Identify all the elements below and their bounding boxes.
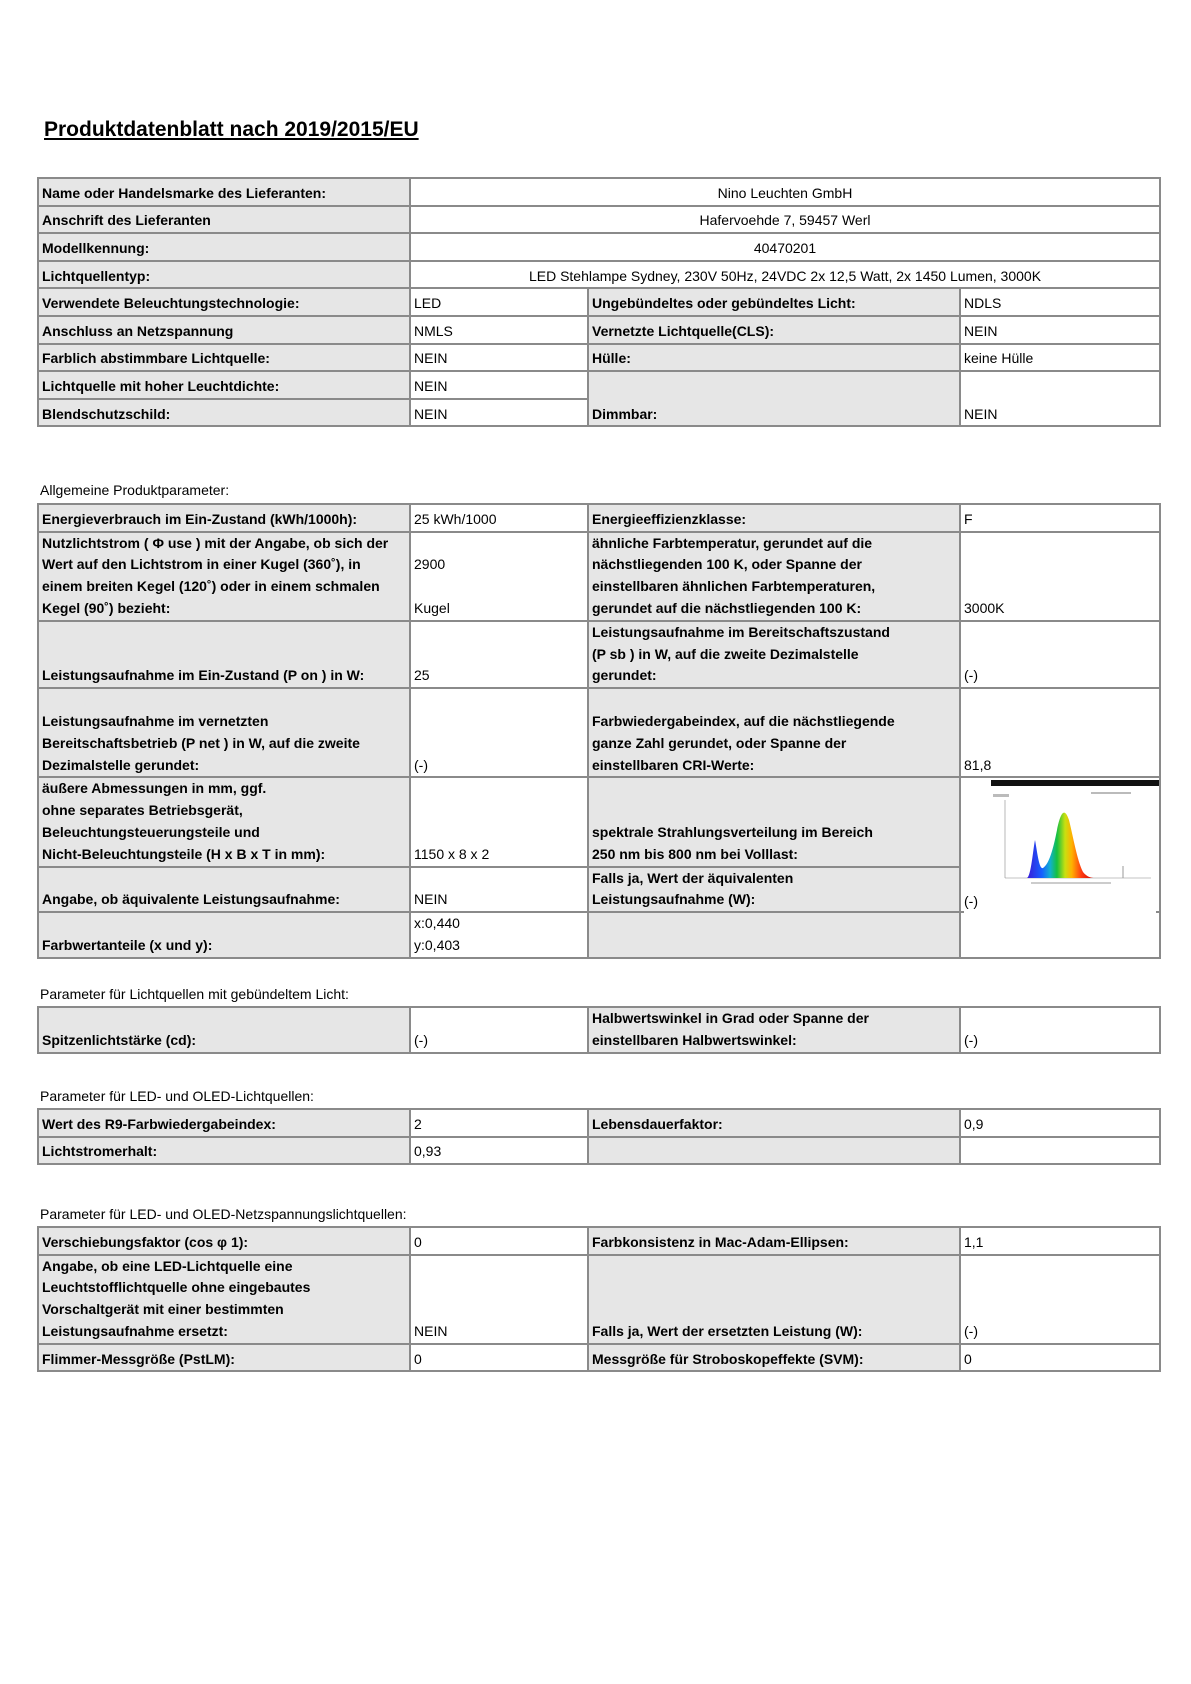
envelope-value: keine Hülle [960, 344, 1160, 372]
replacement-label [38, 1255, 410, 1344]
general-table [37, 503, 1161, 959]
beam-angle-label-line: einstellbaren Halbwertswinkel: [592, 1031, 797, 1048]
cct-value: 3000K [960, 532, 1160, 621]
high-luminance-label: Lichtquelle mit hoher Leuchtdichte: [38, 371, 410, 399]
dimensions-label-line: äußere Abmessungen in mm, ggf. [42, 780, 267, 797]
mains-value: NMLS [410, 316, 588, 344]
model-value: 40470201 [410, 233, 1160, 261]
replaced-power-label: Falls ja, Wert der ersetzten Leistung (W): [588, 1255, 960, 1344]
dimensions-label-line: Nicht-Beleuchtungsteile (H x B x T in mm): [42, 845, 326, 862]
empty-cell [588, 1137, 960, 1165]
standby-power-value: (-) [960, 621, 1160, 688]
lifetime-factor-label: Lebensdauerfaktor: [588, 1109, 960, 1137]
networked-standby-value: (-) [410, 688, 588, 777]
spectrum-label-line: spektrale Strahlungsverteilung im Bereich [592, 823, 873, 840]
energy-consumption-label: Energieverbrauch im Ein-Zustand (kWh/1000h): [38, 504, 410, 532]
directional-heading: Parameter für Lichtquellen mit gebündeltem Licht: [40, 986, 349, 1002]
standby-power-label-line: (P sb ) in W, auf die zweite Dezimalstelle [592, 645, 859, 662]
peak-intensity-label-line: Spitzenlichtstärke (cd): [42, 1031, 197, 1048]
macadam-label: Farbkonsistenz in Mac-Adam-Ellipsen: [588, 1227, 960, 1255]
model-label: Modellkennung: [38, 233, 410, 261]
chromaticity-y: y:0,403 [414, 936, 460, 953]
cct-label-line: ähnliche Farbtemperatur, gerundet auf die [592, 534, 873, 551]
luminous-flux-label [38, 532, 410, 621]
directional-table [37, 1006, 1161, 1054]
r9-value: 2 [410, 1109, 588, 1137]
luminous-flux-label-line: Nutzlichtstrom ( Φ use ) mit der Angabe, ob sich der [42, 534, 389, 551]
general-heading: Allgemeine Produktparameter: [40, 482, 230, 498]
tunable-label: Farblich abstimmbare Lichtquelle: [38, 344, 410, 372]
on-mode-power-label [38, 621, 410, 688]
luminous-flux-label-line: einem breiten Kegel (120˚) oder in einem schmalen [42, 578, 380, 595]
supplier-address-label: Anschrift des Lieferanten [38, 206, 410, 234]
chromaticity-x: x:0,440 [414, 915, 460, 932]
dimensions-value: 1150 x 8 x 2 [410, 777, 588, 866]
cct-label-line: gerundet auf die nächstliegenden 100 K: [592, 599, 862, 616]
cct-label-line: nächstliegenden 100 K, oder Spanne der [592, 556, 862, 573]
replaced-power-value: (-) [960, 1255, 1160, 1344]
equivalent-power-label-line: Angabe, ob äquivalente Leistungsaufnahme: [42, 891, 340, 908]
equivalent-wattage-value-text: (-) [964, 891, 1156, 913]
on-mode-power-value: 25 [410, 621, 588, 688]
tunable-value: NEIN [410, 344, 588, 372]
flicker-label: Flimmer-Messgröße (PstLM): [38, 1344, 410, 1372]
replacement-label-line: Vorschaltgerät mit einer bestimmten [42, 1301, 284, 1318]
cri-value: 81,8 [960, 688, 1160, 777]
luminous-flux-number: 2900 [414, 556, 446, 573]
supplier-address-value: Hafervoehde 7, 59457 Werl [410, 206, 1160, 234]
light-source-type-value: LED Stehlampe Sydney, 230V 50Hz, 24VDC 2x 12,5 Watt, 2x 1450 Lumen, 3000K [410, 261, 1160, 289]
equivalent-wattage-label-line: Leistungsaufnahme (W): [592, 891, 756, 908]
r9-label: Wert des R9-Farbwiedergabeindex: [38, 1109, 410, 1137]
dimensions-label-line: ohne separates Betriebsgerät, [42, 802, 243, 819]
led-heading: Parameter für LED- und OLED-Lichtquellen: [40, 1088, 314, 1104]
energy-consumption-value: 25 kWh/1000 [410, 504, 588, 532]
supplier-name-label: Name oder Handelsmarke des Lieferanten: [38, 178, 410, 206]
luminous-flux-value [410, 532, 588, 621]
dimensions-label [38, 777, 410, 866]
technology-value: LED [410, 288, 588, 316]
page-title: Produktdatenblatt nach 2019/2015/EU [44, 118, 419, 141]
beam-angle-label [588, 1007, 960, 1053]
flicker-value: 0 [410, 1344, 588, 1372]
lumen-maintenance-label: Lichtstromerhalt: [38, 1137, 410, 1165]
standby-power-label-line: gerundet: [592, 667, 657, 684]
high-luminance-value: NEIN [410, 371, 588, 399]
replacement-value: NEIN [410, 1255, 588, 1344]
envelope-label: Hülle: [588, 344, 960, 372]
dimmable-label: Dimmbar: [588, 371, 960, 426]
equivalent-wattage-label [588, 867, 960, 913]
supplier-name-value: Nino Leuchten GmbH [410, 178, 1160, 206]
peak-intensity-value: (-) [410, 1007, 588, 1053]
led-table [37, 1108, 1161, 1165]
lumen-maintenance-value: 0,93 [410, 1137, 588, 1165]
luminous-flux-label-line: Wert auf den Lichtstrom in einer Kugel (360˚), in [42, 556, 361, 573]
efficiency-class-label: Energieeffizienzklasse: [588, 504, 960, 532]
luminous-flux-label-line: Kegel (90˚) bezieht: [42, 599, 171, 616]
equivalent-power-label [38, 867, 410, 913]
efficiency-class-value: F [960, 504, 1160, 532]
cri-label [588, 688, 960, 777]
dimensions-label-line: Beleuchtungsteuerungsteile und [42, 823, 260, 840]
focus-label: Ungebündeltes oder gebündeltes Licht: [588, 288, 960, 316]
mains-led-table [37, 1226, 1161, 1372]
networked-standby-label [38, 688, 410, 777]
luminous-flux-shape: Kugel [414, 599, 450, 616]
cri-label-line: einstellbaren CRI-Werte: [592, 756, 755, 773]
cls-value: NEIN [960, 316, 1160, 344]
standby-power-label [588, 621, 960, 688]
cri-label-line: ganze Zahl gerundet, oder Spanne der [592, 734, 847, 751]
replacement-label-line: Angabe, ob eine LED-Lichtquelle eine [42, 1257, 293, 1274]
beam-angle-label-line: Halbwertswinkel in Grad oder Spanne der [592, 1010, 869, 1026]
peak-intensity-label [38, 1007, 410, 1053]
lifetime-factor-value: 0,9 [960, 1109, 1160, 1137]
glare-shield-label: Blendschutzschild: [38, 399, 410, 427]
standby-power-label-line: Leistungsaufnahme im Bereitschaftszustand [592, 623, 890, 640]
beam-angle-value: (-) [960, 1007, 1160, 1053]
networked-standby-label-line: Leistungsaufnahme im vernetzten [42, 712, 269, 729]
technology-label: Verwendete Beleuchtungstechnologie: [38, 288, 410, 316]
glare-shield-value: NEIN [410, 399, 588, 427]
focus-value: NDLS [960, 288, 1160, 316]
svm-label: Messgröße für Stroboskopeffekte (SVM): [588, 1344, 960, 1372]
dimmable-value: NEIN [960, 371, 1160, 426]
replacement-label-line: Leuchtstofflichtquelle ohne eingebautes [42, 1279, 311, 1296]
supplier-table [37, 177, 1161, 427]
on-mode-power-label-line: Leistungsaufnahme im Ein-Zustand (P on ) in W: [42, 667, 365, 684]
chromaticity-label-line: Farbwertanteile (x und y): [42, 936, 213, 953]
spectrum-label-line: 250 nm bis 800 nm bei Volllast: [592, 845, 798, 862]
mains-label: Anschluss an Netzspannung [38, 316, 410, 344]
replacement-label-line: Leistungsaufnahme ersetzt: [42, 1322, 228, 1339]
cct-label-line: einstellbaren ähnlichen Farbtemperaturen, [592, 578, 876, 595]
networked-standby-label-line: Dezimalstelle gerundet: [42, 756, 200, 773]
cri-label-line: Farbwiedergabeindex, auf die nächstliegende [592, 712, 895, 729]
spectrum-graph-image [991, 780, 1160, 892]
displacement-factor-label: Verschiebungsfaktor (cos φ 1): [38, 1227, 410, 1255]
chromaticity-label [38, 912, 410, 958]
chromaticity-value [410, 912, 588, 958]
equivalent-power-value: NEIN [410, 867, 588, 913]
svm-value: 0 [960, 1344, 1160, 1372]
empty-cell [960, 1137, 1160, 1165]
mains-led-heading: Parameter für LED- und OLED-Netzspannungslichtquellen: [40, 1206, 407, 1222]
networked-standby-label-line: Bereitschaftsbetrieb (P net ) in W, auf die zweite [42, 734, 360, 751]
spectrum-label [588, 777, 960, 866]
cct-label [588, 532, 960, 621]
equivalent-wattage-label-line: Falls ja, Wert der äquivalenten [592, 869, 794, 886]
displacement-factor-value: 0 [410, 1227, 588, 1255]
equivalent-wattage-value [960, 893, 1160, 958]
light-source-type-label: Lichtquellentyp: [38, 261, 410, 289]
cls-label: Vernetzte Lichtquelle(CLS): [588, 316, 960, 344]
macadam-value: 1,1 [960, 1227, 1160, 1255]
empty-cell [588, 912, 960, 958]
